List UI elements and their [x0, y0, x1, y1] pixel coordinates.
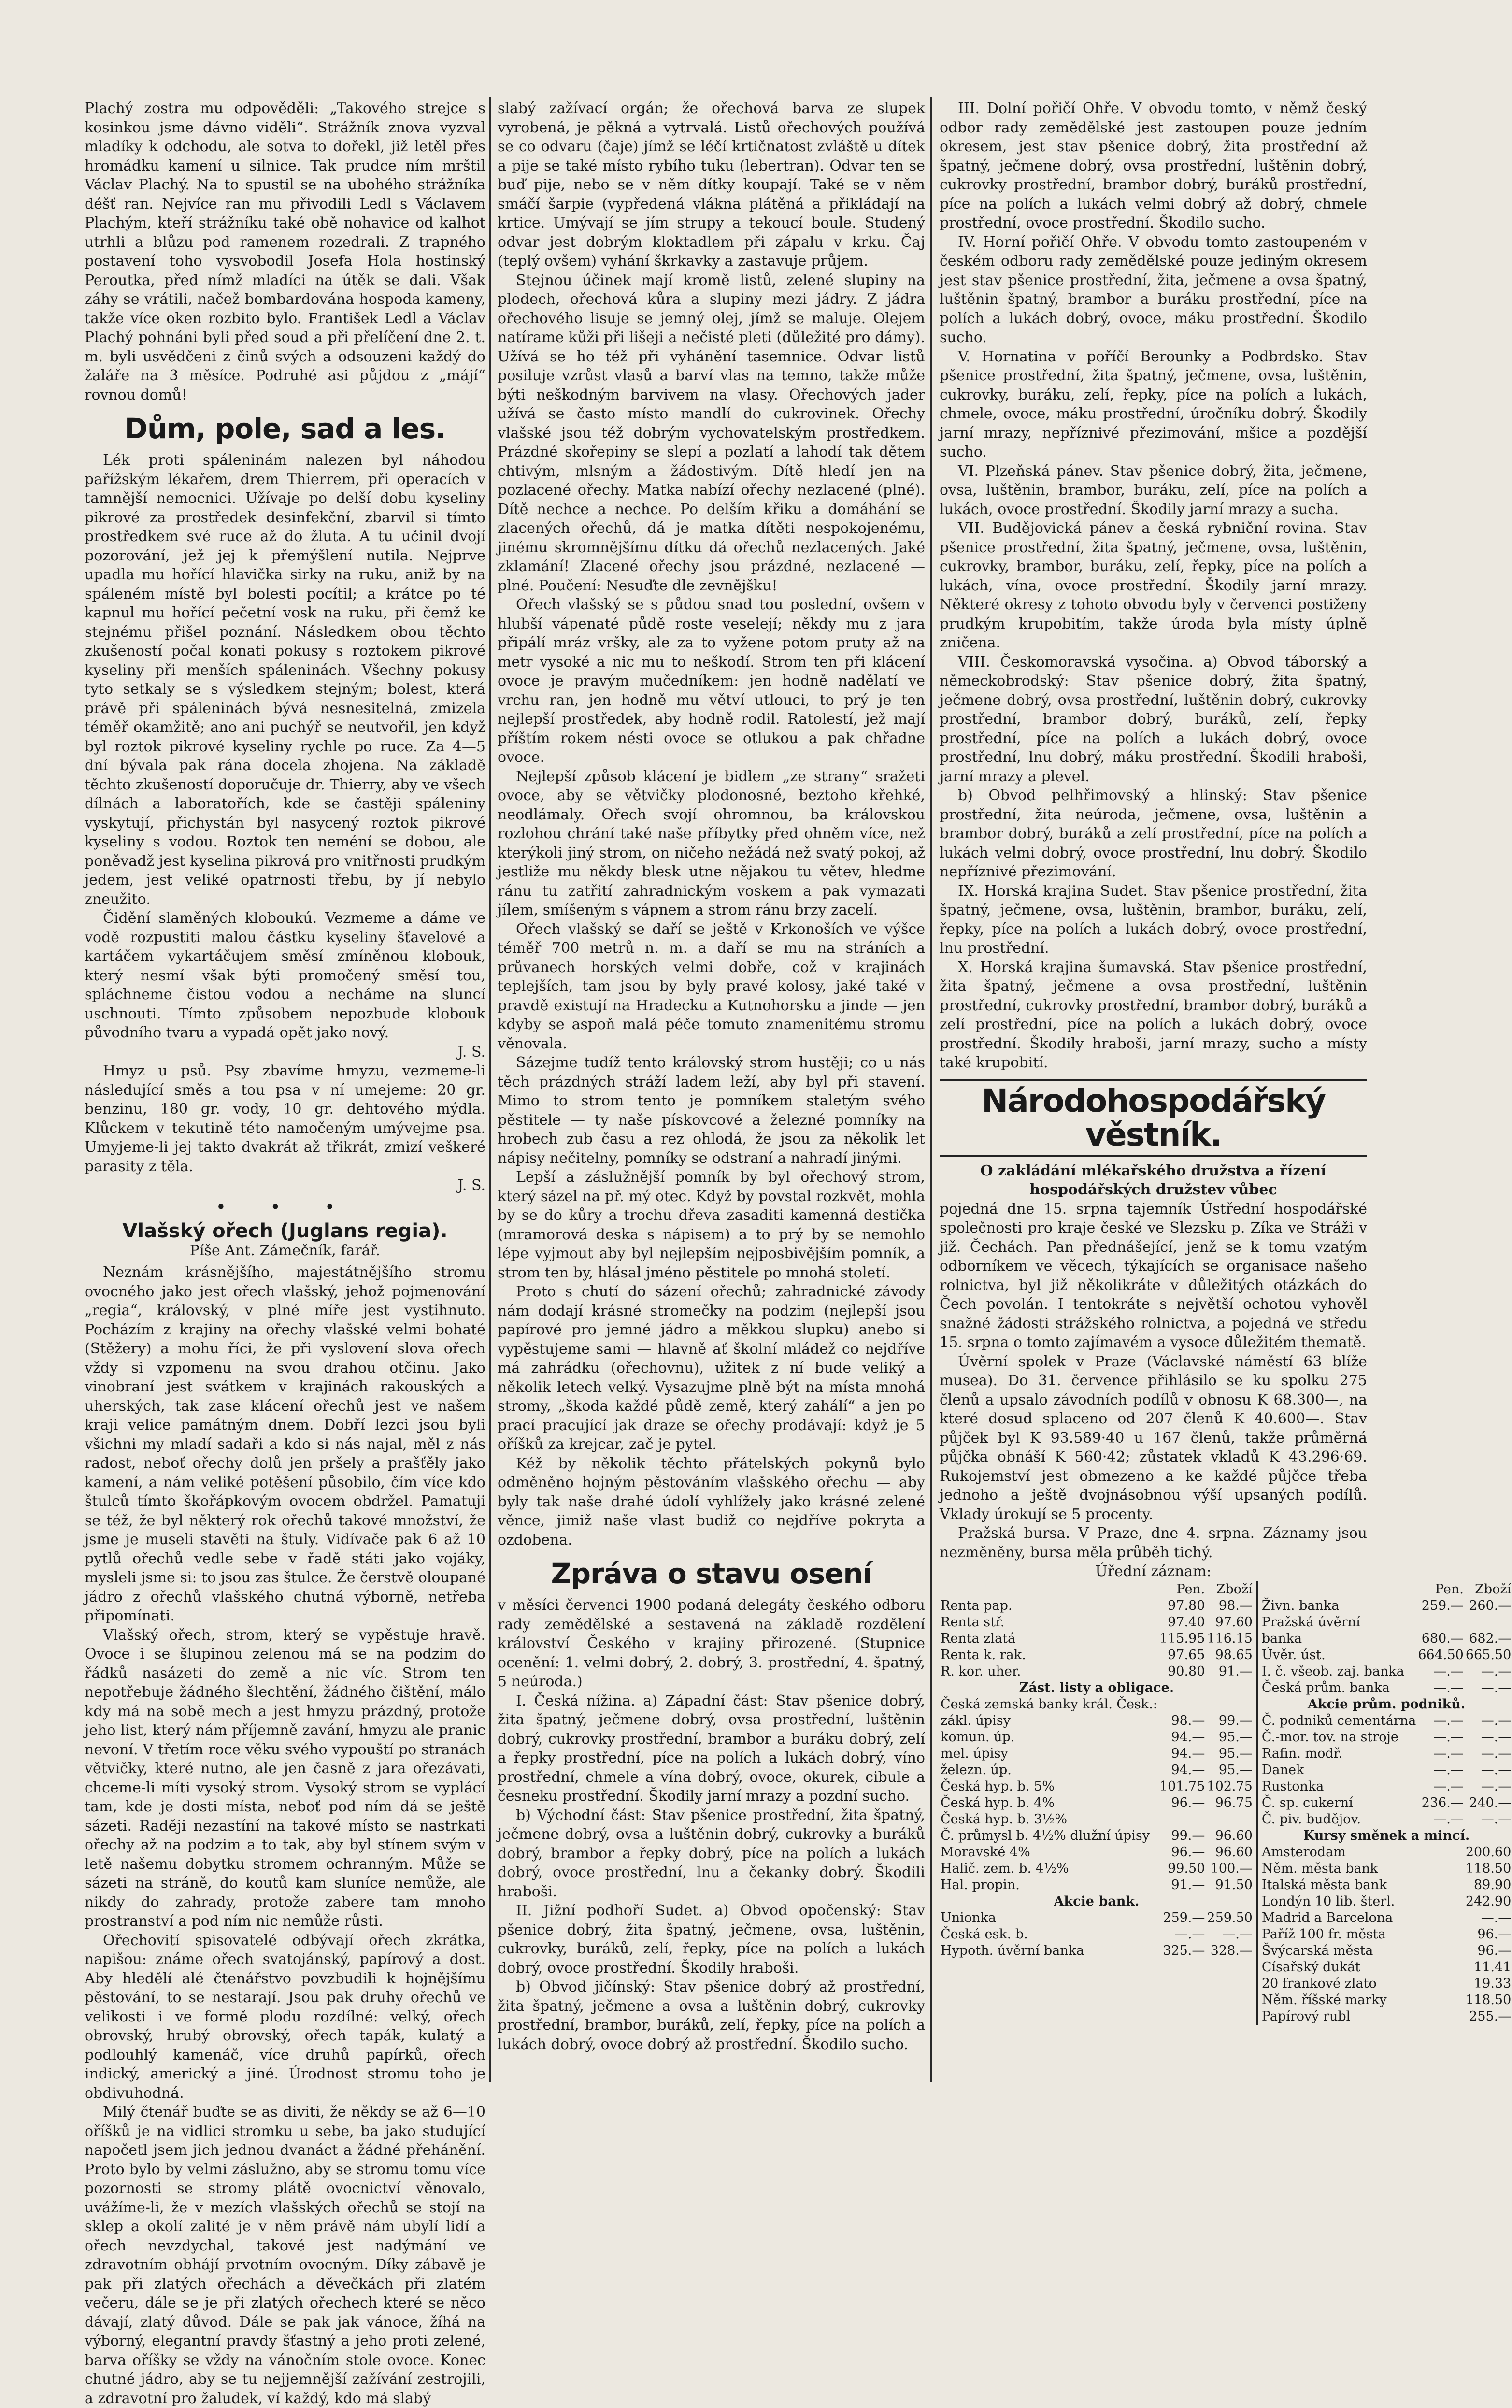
table-cell: 96.60	[1215, 1844, 1253, 1860]
table-row	[1261, 1598, 1512, 1614]
table-row	[1261, 1778, 1512, 1795]
table-row	[940, 1828, 1254, 1844]
table-row	[1261, 1926, 1512, 1943]
table-cell: Něm. říšské marky	[1261, 1992, 1387, 2007]
report-paragraph: I. Česká nížina. a) Západní část: Stav pšenice dobrý, žita špatný, ječmene dobrý, ovsa prostřední, luštěnin dobrý, cukrovky prostřední, brambor a buráku dobrý, zelí a řepky prostřední, píce na polích a lukách dobrý, víno prostřední, chmele a vína dobrý, ovoce, okurek, cibule a česneku prostřední. Škodily jarní mrazy a pozdní sucho.	[498, 1692, 925, 1805]
table-cell: 118.50	[1465, 1861, 1512, 1876]
table-section-heading: Akcie bank.	[1054, 1893, 1140, 1909]
table-cell: 90.80	[1168, 1663, 1205, 1679]
column-1	[85, 99, 485, 2407]
table-row	[1261, 1729, 1512, 1746]
table-title: Úřední záznam:	[1095, 1563, 1212, 1580]
column-rule	[930, 97, 932, 2082]
table-cell	[1158, 1811, 1206, 1828]
table-cell: zákl. úpisy	[941, 1713, 1011, 1728]
column-3	[940, 99, 1512, 2085]
column-header: Zboží	[1475, 1581, 1512, 1597]
table-cell: Papírový rubl	[1261, 2008, 1351, 2024]
table-cell	[1206, 1696, 1253, 1713]
table-section-heading: Kursy směnek a mincí.	[1303, 1828, 1470, 1843]
table-cell: —.—	[1433, 1729, 1464, 1745]
table-cell: Č. piv. budějov.	[1261, 1811, 1361, 1827]
table-cell	[1417, 1976, 1464, 1992]
walnut-paragraph: Nejlepší způsob klácení je bidlem „ze strany“ sražeti ovoce, aby se větvičky plodonosné, beztoho křehké, neodlámaly. Ořech svojí ohromnou, ba královskou rozlohou chrání také naše příbytky před ohněm více, než kterýkoli jiný strom, on ničeho nežádá než svatý pokoj, až jestliže mu někdy blesk utne nějakou tu větev, hledme ránu tu zatřití zahradnickým voskem a pak vymazati jílem, smíšeným s vápnem a strom ránu brzy zacelí.	[498, 768, 925, 918]
table-cell	[1417, 1910, 1464, 1926]
table-cell	[1417, 1877, 1464, 1893]
table-cell: Hal. propin.	[941, 1877, 1020, 1892]
table-row	[1261, 1631, 1512, 1647]
table-row	[940, 1631, 1254, 1647]
table-row	[1261, 1910, 1512, 1926]
report-paragraph: VIII. Českomoravská vysočina. a) Obvod táborský a německobrodský: Stav pšenice dobrý, žita špatný, ječmene dobrý, ovsa prostřední, luštěnin dobrý, cukrovky prostřední, brambor dobrý, buráků, zelí, řepky prostřední, píce na polích a lukách dobrý, ovoce prostřední, lnu dobrý, máku prostřední. Škodili hraboši, jarní mrazy a plevel.	[940, 653, 1367, 785]
report-paragraph: v měsíci červenci 1900 podaná delegáty českého odboru rady zemědělské a sestavená na základě rozdělení království Českého v krajiny přirozené. (Stupnice ocenění: 1. velmi dobrý, 2. dobrý, 3. prostřední, 4. špatný, 5 neúroda.)	[498, 1597, 925, 1690]
table-cell: Renta k. rak.	[941, 1647, 1026, 1663]
table-cell: —.—	[1481, 1729, 1512, 1745]
table-cell: 99.—	[1218, 1713, 1253, 1728]
table-cell: 682.—	[1469, 1631, 1512, 1646]
table-row	[940, 1943, 1254, 1959]
table-cell: Renta pap.	[941, 1598, 1013, 1613]
table-cell: 102.75	[1207, 1778, 1253, 1794]
table-cell: —.—	[1481, 1746, 1512, 1761]
table-cell: 96.60	[1215, 1828, 1253, 1843]
table-cell: —.—	[1433, 1811, 1464, 1827]
table-row	[940, 1663, 1254, 1680]
table-cell: Česká hyp. b. 4%	[941, 1795, 1055, 1810]
table-cell: Č. podniků cementárna	[1261, 1713, 1416, 1728]
table-cell: —.—	[1481, 1762, 1512, 1777]
walnut-paragraph: Ořechovití spisovatelé odbývají ořech zkrátka, napišou: známe ořech svatojánský, papírový a dost. Aby hledělí alé čtenářstvo povzbudili k hojnějšímu pěstování, to se nestarají. Jsou pak druhy ořechů ve velikosti i ve formě plodu rozdílné: velký, ořech obrovský, hrubý obrovský, ořech tapák, kulatý a podlouhlý kamenáč, více druhů papírků, ořech indický, americký a jiné. Úrodnost stromu toho je obdivuhodná.	[85, 1932, 485, 2102]
table-row	[940, 1926, 1254, 1943]
table-row	[1261, 1861, 1512, 1877]
table-cell: 91.50	[1215, 1877, 1253, 1892]
table-cell: 97.60	[1215, 1614, 1253, 1630]
table-row	[1261, 1663, 1512, 1680]
walnut-paragraph: Kéž by několik těchto přátelských pokynů bylo odměněno hojným pěstováním vlašského ořechu — aby byly tak naše drahé údolí vyhlížely jako krásné zelené věnce, jimiž naše vlast budiž co nejdříve pokryta a ozdobena.	[498, 1455, 925, 1548]
table-cell: 242.90	[1465, 1893, 1512, 1909]
table-cell: 97.40	[1168, 1614, 1205, 1630]
table-cell: 11.41	[1474, 1959, 1512, 1975]
table-cell: 240.—	[1469, 1795, 1512, 1810]
paragraph-dog-insects: Hmyz u psů. Psy zbavíme hmyzu, vezmeme-li následující směs a tou psa v ní umejeme: 20 gr. benzinu, 180 gr. vody, 10 gr. dehtového mýdla. Klůckem v tekutině této namočeným umývejme psa. Umyjeme-li jej takto dvakrát až třikrát, zmizí veškeré parasity z těla.	[85, 1062, 485, 1175]
table-cell: 95.—	[1218, 1746, 1253, 1761]
article-byline: Píše Ant. Zámečník, farář.	[189, 1242, 381, 1259]
table-cell: 260.—	[1469, 1598, 1512, 1613]
paragraph-burns: Lék proti spáleninám nalezen byl náhodou pařížským lékařem, drem Thierrem, při operacích v tamnější nemocnici. Užívaje po delší dobu kyseliny pikrové za prostředek desinfekční, zbarvil si tímto prostředkem své ruce až do žluta. A tu učinil dvojí pozorování, jež jej k přemýšlení nutila. Nejprve upadla mu hořící hlavička sirky na ruku, aniž by na spáleném místě byl bolesti pocítil; a krátce po té kapnul mu hořící pečetní vosk na ruku, při čemž ke stejnému přišel poznání. Následkem obou těchto zkušeností počal konati pokusy s roztokem pikrové kyseliny při menších spáleninách. Všechny pokusy tyto setkaly se s výsledkem stejným; bolest, která právě při spáleninách bývá nesnesitelná, zmizela téměř okamžitě; ano ani puchýř se neutvořil, jen když byl roztok pikrové kyseliny rychle po ruce. Za 4—5 dní bývala pak rána docela zhojena. Na základě těchto zkušeností doporučuje dr. Thierry, aby ve všech dílnách a laboratořích, kde se častěji spáleniny vyskytují, přichystán byl nasycený roztok pikrové kyseliny s vodou. Roztok ten neméní se dobou, ale poněvadž jest kyselina pikrová pro vnitřnosti prudkým jedem, jest veliké opatrnosti třebu, by jí nebylo zneužito.	[85, 452, 485, 908]
table-cell: 99.—	[1171, 1828, 1205, 1843]
table-cell: Halič. zem. b. 4½%	[941, 1861, 1069, 1876]
table-cell: 97.80	[1168, 1598, 1205, 1613]
table-cell: 89.90	[1474, 1877, 1512, 1892]
walnut-paragraph: Lepší a záslužnější pomník by byl ořechový strom, který sázel na př. mý otec. Když by povstal rozkvět, mohla by se do kůry a trochu dřeva zasaditi kamenná destička (mramorová deska s nápisem) a to prý by se nemohlo lépe vyjmout aby byl nejlepším nejposbivějším pomník, a strom ten by, hlásal jméno pěstitele po mnohá století.	[498, 1169, 925, 1281]
table-row	[1261, 1647, 1512, 1663]
column-header: Pen.	[1176, 1581, 1205, 1597]
table-cell: Živn. banka	[1261, 1598, 1340, 1613]
table-row	[940, 1861, 1254, 1877]
table-cell	[1417, 1926, 1464, 1943]
table-cell: Madrid a Barcelona	[1261, 1910, 1393, 1925]
table-row	[940, 1713, 1254, 1729]
report-paragraph: VI. Plzeňská pánev. Stav pšenice dobrý, žita, ječmene, ovsa, luštěnin, brambor, buráku, zelí, píce na polích a lukách, ovoce prostřední. Škodily jarní mrazy a sucha.	[940, 462, 1367, 518]
table-row	[940, 1778, 1254, 1795]
table-row	[940, 1729, 1254, 1746]
table-cell: Švýcarská města	[1261, 1943, 1373, 1958]
table-cell: železn. úp.	[941, 1762, 1012, 1777]
table-cell: 200.60	[1465, 1844, 1512, 1860]
table-row	[940, 1795, 1254, 1811]
table-cell: 96.75	[1215, 1795, 1253, 1810]
table-row	[940, 1598, 1254, 1614]
table-cell: —.—	[1433, 1680, 1464, 1695]
stock-exchange-table	[940, 1581, 1512, 2025]
table-row	[1261, 1614, 1512, 1631]
table-cell: 96.—	[1171, 1844, 1205, 1860]
table-row	[940, 1746, 1254, 1762]
table-row	[940, 1844, 1254, 1861]
table-cell	[1417, 1614, 1464, 1631]
table-cell: 95.—	[1218, 1729, 1253, 1745]
stock-table-right	[1258, 1581, 1512, 2025]
table-row	[1261, 1844, 1512, 1861]
table-cell: Amsterodam	[1261, 1844, 1346, 1860]
report-paragraph: b) Východní část: Stav pšenice prostřední, žita špatný, ječmene dobrý, ovsa a luštěnin dobrý, cukrovky a buráků dobrý, brambor a řepky dobrý, píce na polích a lukách dobrý, ovoce prostřední, lnu a čekanky dobrý. Škodili hraboši.	[498, 1806, 925, 1900]
table-cell: 97.65	[1168, 1647, 1205, 1663]
bulletin-paragraph: pojedná dne 15. srpna tajemník Ústřední hospodářské společnosti pro kraje české ve Slezsku p. Zíka ve Stráži v již. Čechách. Pan přednášející, jenž se k tomu vzatým odborníkem ve věcech, týkajících se organisace našeho rolnictva, byl již několikráte v důležitých otázkách do Čech povolán. I tentokráte s největší ochotou vyhověl snažné žádosti strážského rolnictva, a pojedná ve středu 15. srpna o tomto zajímavém a vysoce důležitém thematě.	[940, 1200, 1367, 1351]
walnut-paragraph: Sázejme tudíž tento královský strom hustěji; co u nás těch prázdných stráží ladem leží, aby byl při stavení. Mimo to strom tento je pomníkem staletým svého pěstitele — ty naše pískovcové a železné pomníky na hrobech zub času a rez ohlodá, že jsou za několik let nápisy nečitelny, pomníky se odstraní a nahradí jinými.	[498, 1054, 925, 1167]
table-cell	[1465, 1614, 1512, 1631]
column-header: Pen.	[1435, 1581, 1464, 1597]
walnut-paragraph: Proto s chutí do sázení ořechů; zahradnické závody nám dodají krásné stromečky na podzim (nejlepší jsou papírové pro jemné jádro a měkkou slupku) anebo si vypěstujeme sami — hlavně ať školní mládež co nejdříve má zahrádku (ořechovnu), užitek z ní bude veliký a několik letech velký. Vysazujme plně být na místa mnohá stromy, „škoda každé půdě země, který zahálí“ a jen po prací pracující jak draze se ořechy prodávají: když je 5 oříšků za krejcar, zač je pytel.	[498, 1283, 925, 1453]
table-cell: —.—	[1433, 1778, 1464, 1794]
bulletin-paragraph: Úvěrní spolek v Praze (Václavské náměstí 63 blíže musea). Do 31. července přihlásilo se ku spolku 275 členů a upsalo závodních podílů v obnosu K 68.300—, na které dosud splaceno od 207 členů K 40.600—. Stav půjček byl K 93.589·40 u 167 členů, takže průměrná půjčka obnáší K 560·42; zůstatek vkladů K 43.296·69. Rukojemství jest obmezeno a ke každé půjčce třeba jednoho a ještě dvojnásobnou výší upsaných podílů. Vklady úrokují se 5 procenty.	[940, 1353, 1367, 1523]
table-cell: 96.—	[1477, 1943, 1512, 1958]
table-cell	[1206, 1811, 1253, 1828]
table-row	[1261, 1713, 1512, 1729]
report-paragraph: X. Horská krajina šumavská. Stav pšenice prostřední, žita špatný, ječmene a ovsa prostřední, luštěnin prostřední, cukrovky prostřední, brambor dobrý, buráků a zelí prostřední, píce na polích a lukách dobrý, ovoce prostřední. Škodily hraboši, jarní mrazy, sucho a místy také krupobití.	[940, 959, 1367, 1071]
table-cell: Hypoth. úvěrní banka	[941, 1943, 1084, 1958]
table-cell: —.—	[1481, 1778, 1512, 1794]
table-cell: 118.50	[1465, 1992, 1512, 2007]
walnut-paragraph: Ořech vlašský se s půdou snad tou poslední, ovšem v hlubší vápenaté půdě roste veselejí; někdy mu z jara připálí mráz vršky, ale za to vyžene potom pruty až na metr vysoké a nic mu to neškodí. Strom ten při klácení ovoce je pravým mučedníkem: jen hodně nadělatí ve vrchu ran, jen hodně mu větví utlouci, to prý je ten nejlepší prostředek, aby hodně rodil. Ratolestí, jež mají příštím rokem nésti ovoce se otlukou a pak chřadne ovoce.	[498, 596, 925, 766]
table-row	[1261, 1893, 1512, 1910]
table-cell: 94.—	[1171, 1762, 1205, 1777]
table-cell: 96.—	[1171, 1795, 1205, 1810]
bulletin-paragraph: Pražská bursa. V Praze, dne 4. srpna. Záznamy jsou nezměněny, bursa měla průběh tichý.	[940, 1525, 1367, 1561]
walnut-paragraph: Milý čtenář buďte se as diviti, že někdy se až 6—10 oříšků je na vidlici stromku u sebe, ba jako studující napočetl jsem jich jednou dvanáct a žádné přehánění. Proto bylo by velmi záslužno, aby se stromu tomu více pozornosti se stromy plátě ovocnictví věnovalo, uvážíme-li, že v mezích vlašských ořechů se stojí na sklep a okolí zalité je v něm právě nám ubylí lidí a ořech nevzdychal, takové jest nadýmání ve zdravotním obhájí prvotním ovocným. Díky zábavě je pak při zlatých ořechách a děvečkách při zlatém večeru, dále se je při zlatých ořechech které se něco dávají, zlatý důvod. Dále se pak jak vánoce, žíhá na výborný, elegantní pravdy šťastný a jeho proti zelené, barva oříšky se vždy na vánočním stole ovoce. Konec chutné jádro, aby se tu nejjemnější zažívání zestrojili, a zdravotní pro žaludek, ví každý, kdo má slabý	[85, 2104, 485, 2407]
table-cell: —.—	[1433, 1762, 1464, 1777]
table-cell: 255.—	[1469, 2008, 1512, 2024]
table-cell: 680.—	[1421, 1631, 1464, 1646]
table-cell: Úvěr. úst.	[1261, 1647, 1326, 1663]
table-cell: —.—	[1481, 1713, 1512, 1728]
table-cell: Česká zemská banky král. Česk.:	[941, 1696, 1157, 1712]
column-rule	[489, 97, 491, 2082]
table-cell: 665.50	[1465, 1647, 1512, 1663]
table-cell: Něm. města bank	[1261, 1861, 1378, 1876]
table-cell: 98.65	[1215, 1647, 1253, 1663]
table-cell: Renta zlatá	[941, 1631, 1016, 1646]
table-cell: 91.—	[1171, 1877, 1205, 1892]
table-row	[940, 1647, 1254, 1663]
table-cell: Č.-mor. tov. na stroje	[1261, 1729, 1398, 1745]
table-cell	[1417, 1893, 1464, 1910]
table-cell: —.—	[1481, 1663, 1512, 1679]
table-cell: 236.—	[1421, 1795, 1464, 1810]
section-heading-house-field: Dům, pole, sad a les.	[124, 412, 446, 445]
table-cell: —.—	[1481, 1811, 1512, 1827]
report-paragraph: IX. Horská krajina Sudet. Stav pšenice prostřední, žita špatný, ječmene, ovsa, luštěnin, brambor, buráku, zelí, řepky, píce na polích a lukách dobrý, ovoce prostřední, lnu prostřední.	[940, 882, 1367, 957]
table-section-heading: Zást. listy a obligace.	[1019, 1680, 1174, 1695]
signature: J. S.	[457, 1177, 485, 1194]
walnut-paragraph: Stejnou účinek mají kromě listů, zelené slupiny na plodech, ořechová kůra a slupiny mezi jádry. Z jádra ořechového lisuje se jemný olej, jímž se maluje. Olejem natírame kůži při lišeji a nečisté pleti (důležité pro dámy). Užívá se ho též při vyhánění tasemnice. Odvar listů posiluje vzrůst vlasů a barví vlas na temno, takže může býti neškodným barvivem na vlasy. Ořechových jader užívá se často místo mandlí do cukrovinek. Ořechy vlašské jsou též dobrým vychovatelským prostředkem. Prázdné skořepiny se slepí a pozlatí a lahodí tak dětem chtivým, mlsným a žádostivým. Dítě hledí jen na pozlacené ořechy. Matka nabízí ořechy nezlacené (plné). Dítě nechce a nechce. Po delším křiku a domáhání se zlacených ořechů, dá je matka dítěti nespokojenému, jinému skromnějšímu dítku dá ořechů nezlacených. Jaké zklamání! Zlacené ořechy jsou prázdné, nezlacené — plné. Poučení: Nesuďte dle zevnějšku!	[498, 272, 925, 594]
table-row	[940, 1614, 1254, 1631]
report-paragraph: II. Jižní podhoří Sudet. a) Obvod opočenský: Stav pšenice dobrý, žita špatný, ječmene, ovsa, luštěnin, cukrovky, buráků, zelí, řepky, píce na polích a lukách dobrý, ovoce prostřední. Škodily hraboši.	[498, 1902, 925, 1977]
table-cell: —.—	[1481, 1910, 1512, 1925]
table-row	[1261, 1959, 1512, 1976]
table-cell: 101.75	[1159, 1778, 1205, 1794]
paragraph-straw-hats: Čidění slaměných kloboukú. Vezmeme a dáme ve vodě rozpustiti malou částku kyseliny šťavelové a kartáčem vykartáčujem směsí zmíněnou klobouk, který nesmí však býti promočený směsí tou, spláchneme čistou vodou a necháme na sluncí uschnouti. Tímto způsobem nepozbude klobouk původního tvaru a vypadá opět jako nový.	[85, 910, 485, 1041]
table-cell	[1158, 1696, 1206, 1713]
table-cell: 328.—	[1210, 1943, 1253, 1958]
table-cell: 664.50	[1418, 1647, 1464, 1663]
report-paragraph: b) Obvod pelhřimovský a hlinský: Stav pšenice prostřední, žita neúroda, ječmene, ovsa, luštěnin a brambor dobrý, buráků a zelí prostřední, píce na polích a lukách velmi dobrý, ovoce prostřední, lnu dobrý. Škodilo nepříznivé přezimování.	[940, 787, 1367, 880]
table-cell: Unionka	[941, 1910, 996, 1925]
table-cell: Pražská úvěrní	[1261, 1614, 1360, 1630]
table-cell: 95.—	[1218, 1762, 1253, 1777]
table-cell: Paříž 100 fr. města	[1261, 1926, 1386, 1942]
section-heading-economic-bulletin: Národohospodářský věstník.	[940, 1079, 1367, 1157]
table-cell: 259.50	[1207, 1910, 1253, 1925]
walnut-paragraph: slabý zažívací orgán; že ořechová barva ze slupek vyrobená, je pěkná a vytrvalá. Listů ořechových používá se co odvaru (čaje) jímž se léčí krtičnatost zvláště u dítek a pije se také místo rybího tuku (lebertran). Odvar ten se buď pije, nebo se v něm dítky koupají. Také se v něm smáčí šarpie (vypředená vlákna plátěná a přikládají na krtice. Umývají se jím strupy a tekoucí boule. Studený odvar jest dobrým kloktadlem při zápalu v krku. Čaj (teplý ovšem) vyhání škrkavky a zastavuje průjem.	[498, 100, 925, 270]
table-cell: Londýn 10 lib. šterl.	[1261, 1893, 1395, 1909]
table-cell: I. č. všeob. zaj. banka	[1261, 1663, 1404, 1679]
table-row	[1261, 1746, 1512, 1762]
table-row	[940, 1696, 1254, 1713]
table-row	[1261, 1762, 1512, 1778]
table-cell: 20 frankové zlato	[1261, 1976, 1377, 1991]
table-cell: 96.—	[1477, 1926, 1512, 1942]
table-cell	[1417, 1943, 1464, 1959]
table-row	[940, 1910, 1254, 1926]
walnut-paragraph: Neznám krásnějšího, majestátnějšího stromu ovocného jako jest ořech vlašský, jehož pojmenování „regia“, královský, v plné míře jest vystihnuto. Pocházím z krajiny na ořechy vlašské velmi bohaté (Stěžery) a mohu říci, že při vyslovení slova ořech vždy si vzpomenu na svou drahou otčinu. Jako vinobraní jest svátkem v krajinách rakouských a uherských, tak zase klácení ořechů jest ve našem kraji velice památným dnem. Dobří lezci jsou byli všichni my mladí sadaři a kdo si nás najal, měl z nás radost, neboť ořechy dolů jen pršely a prašťěly jako kamení, a nám veliké potěšení působilo, čím více kdo štulců tímto škořápkovým ovocem obdržel. Pamatuji se též, že byl některý rok ořechů takové množství, že jsme je museli stavěti na štuly. Vidívače pak 6 až 10 pytlů ořechů vedle sebe v řadě státi jako vojáky, mysleli jsme si: to jsou zas štulce. Že čerstvě oloupané jádro z ořechů vlašského chutná výborně, netřeba připomínati.	[85, 1264, 485, 1624]
table-cell: —.—	[1222, 1926, 1253, 1942]
table-cell: Rustonka	[1261, 1778, 1324, 1794]
table-cell: 115.95	[1159, 1631, 1205, 1646]
table-cell: Renta stř.	[941, 1614, 1005, 1630]
table-cell: 325.—	[1163, 1943, 1205, 1958]
table-cell: 94.—	[1171, 1729, 1205, 1745]
table-cell: 94.—	[1171, 1746, 1205, 1761]
walnut-paragraph: Vlašský ořech, strom, který se vypěstuje hravě. Ovoce i se šlupinou zelenou má se na podzim do řádků nasázeti do země a nic víc. Strom ten nepotřebuje žádného šlechtění, žádného čištění, málo kdy má na sobě mech a jest hmyzu prázdný, protože jeho list, který nám příjemně zavání, hmyzu ale pranic nevoní. V třetím roce věku svého vypouští po stranách větvičky, které nutno, ale jen časně z jara ořezávati, chceme-li míti vysoký strom. Vysoký strom se vyplácí tam, kde je dosti místa, neboť pod ním dá se ještě sázeti. Raději nezastíní na takové místo se nastrkati ořechy až na podzim a to tak, aby byl stínem svým v letě našemu dobytku stromem ochranným. Může se sázeti na stráně, do koutů kam sluníce nemůže, ale nikdy do zahrady, protože zabere tam mnoho prostranství a pod ním nic nemůže růsti.	[85, 1626, 485, 1930]
column-header: Zboží	[1216, 1581, 1253, 1597]
table-cell	[1417, 1959, 1464, 1976]
table-cell: 100.—	[1210, 1861, 1253, 1876]
table-cell: Česká hyp. b. 3½%	[941, 1811, 1068, 1827]
table-cell: Rafin. modř.	[1261, 1746, 1343, 1761]
table-cell: Danek	[1261, 1762, 1304, 1777]
table-cell: 259.—	[1421, 1598, 1464, 1613]
table-row	[1261, 1795, 1512, 1811]
intro-paragraph: Plachý zostra mu odpověděli: „Takového strejce s kosinkou jsme dávno viděli“. Strážník znova vyzval mladíky k odchodu, ale sotva to dořekl, již letěl přes hromádku kamení u silnice. Tak prudce ním mrštil Václav Plachý. Na to spustil se na ubohého strážníka déšť ran. Nejvíce ran mu přivodili Ledl s Václavem Plachým, kteří strážníku také obě nohavice od kalhot utrhli a blůzu pod ramenem rozedrali. Z trapného postavení toho vysvobodil Josefa Hola hostinský Peroutka, před nímž mladíci na útěk se dali. Však záhy se vrátili, načež bombardována hospoda kameny, takže více oken rozbito bylo. František Ledl a Václav Plachý pohnáni byli před soud a při přelíčení dne 2. t. m. byli usvědčeni z činů svých a odsouzeni každý do žaláře na 3 měsíce. Podruhé asi půjdou z „májí“ rovnou domů!	[85, 100, 485, 403]
table-row	[1261, 1943, 1512, 1959]
table-cell: —.—	[1433, 1663, 1464, 1679]
table-row	[940, 1877, 1254, 1893]
signature: J. S.	[457, 1043, 485, 1061]
table-section-heading: Akcie prům. podniků.	[1307, 1696, 1466, 1712]
table-cell: komun. úp.	[941, 1729, 1015, 1745]
table-cell: 98.—	[1171, 1713, 1205, 1728]
table-cell: 91.—	[1218, 1663, 1253, 1679]
table-cell: Císařský dukát	[1261, 1959, 1361, 1975]
table-cell: 98.—	[1218, 1598, 1253, 1613]
column-2	[498, 99, 925, 2085]
table-cell	[1417, 1844, 1464, 1861]
walnut-paragraph: Ořech vlašský se daří se ještě v Krkonoších ve výšce téměř 700 metrů n. m. a daří se mu na stráních a průvanech horských velmi dobře, což v krajinách teplejších, tam jsou by byly pravé kolosy, jaké také v pravdě existují na Hradecku a Kutnohorsku a jinde — jen kdyby se aspoň malá péče tomuto znamenitému stromu věnovala.	[498, 920, 925, 1052]
table-row	[940, 1762, 1254, 1778]
table-row	[1261, 1976, 1512, 1992]
stock-table-left	[940, 1581, 1258, 2025]
table-cell: R. kor. uher.	[941, 1663, 1021, 1679]
table-cell	[1417, 2008, 1464, 2025]
table-cell: —.—	[1433, 1713, 1464, 1728]
table-row	[1261, 1877, 1512, 1893]
table-cell: Česká prům. banka	[1261, 1680, 1390, 1695]
table-cell: —.—	[1481, 1680, 1512, 1695]
table-cell: Česká hyp. b. 5%	[941, 1778, 1055, 1794]
table-row	[1261, 1680, 1512, 1696]
table-cell: 99.50	[1168, 1861, 1205, 1876]
table-cell	[1417, 1992, 1464, 2008]
section-divider: • • •	[215, 1197, 355, 1218]
table-cell: —.—	[1433, 1746, 1464, 1761]
table-cell	[1417, 1861, 1464, 1877]
table-cell: Česká esk. b.	[941, 1926, 1028, 1942]
table-cell: Č. sp. cukerní	[1261, 1795, 1353, 1810]
section-heading-crop-report: Zpráva o stavu osení	[551, 1557, 872, 1590]
bulletin-subheading: O zakládání mlékařského družstva a řízení hospodářských družstev vůbec	[980, 1162, 1327, 1198]
table-cell: Č. průmysl b. 4½% dlužní úpisy	[941, 1828, 1150, 1843]
table-cell: 19.33	[1474, 1976, 1512, 1991]
table-cell: 259.—	[1163, 1910, 1205, 1925]
report-paragraph: V. Hornatina v poříčí Berounky a Podbrdsko. Stav pšenice prostřední, žita špatný, ječmene, ovsa, luštěnin, cukrovky, buráku, zelí, řepky, píce na polích a lukách, chmele, ovoce, máku prostřední, úročníku dobrý. Škodily jarní mrazy, nepříznivé přezimování, mšice a pozdější sucho.	[940, 348, 1367, 460]
report-paragraph: III. Dolní pořičí Ohře. V obvodu tomto, v němž český odbor rady zemědělské jest zastoupen pouze jedním okresem, jest stav pšenice dobrý, žita prostřední až špatný, ječmene dobrý, ovsa prostřední, luštěnin dobrý, cukrovky prostřední, brambor dobrý, buráků prostřední, píce na polích a lukách velmi dobrý až dobrý, chmele prostřední, ovoce prostřední. Škodilo sucho.	[940, 100, 1367, 231]
table-row	[1261, 1811, 1512, 1828]
table-cell: Italská města bank	[1261, 1877, 1387, 1892]
table-row	[940, 1811, 1254, 1828]
table-cell: 116.15	[1207, 1631, 1253, 1646]
table-cell: Moravské 4%	[941, 1844, 1030, 1860]
report-paragraph: b) Obvod jičínský: Stav pšenice dobrý až prostřední, žita špatný, ječmene a ovsa a luštěnin dobrý, cukrovky prostřední, brambor, buráků, zelí, řepky, píce na polích a lukách dobrý, ovoce dobrý až prostřední. Škodilo sucho.	[498, 1978, 925, 2053]
table-row	[1261, 1992, 1512, 2008]
table-cell: banka	[1261, 1631, 1302, 1646]
report-paragraph: VII. Budějovická pánev a česká rybniční rovina. Stav pšenice prostřední, žita špatný, ječmene, ovsa, luštěnin, cukrovky, brambor, buráku, zelí, řepky, píce na polích a lukách, vína, ovoce prostřední. Škodily jarní mrazy. Některé okresy z tohoto obvodu byly v červenci postiženy prudkým krupobitím, takže úroda byla místy úplně zničena.	[940, 520, 1367, 651]
table-cell: mel. úpisy	[941, 1746, 1008, 1761]
article-heading-walnut: Vlašský ořech (Juglans regia).	[122, 1220, 448, 1242]
table-row	[1261, 2008, 1512, 2025]
report-paragraph: IV. Horní pořičí Ohře. V obvodu tomto zastoupeném v českém odboru rady zemědělské pouze jediným okresem jest stav pšenice prostřední, žita, ječmene a ovsa špatný, luštěnin špatný, brambor a buráku prostřední, píce na polích a lukách dobrý, ovoce, máku prostřední. Škodilo sucho.	[940, 233, 1367, 346]
table-cell: —.—	[1174, 1926, 1205, 1942]
